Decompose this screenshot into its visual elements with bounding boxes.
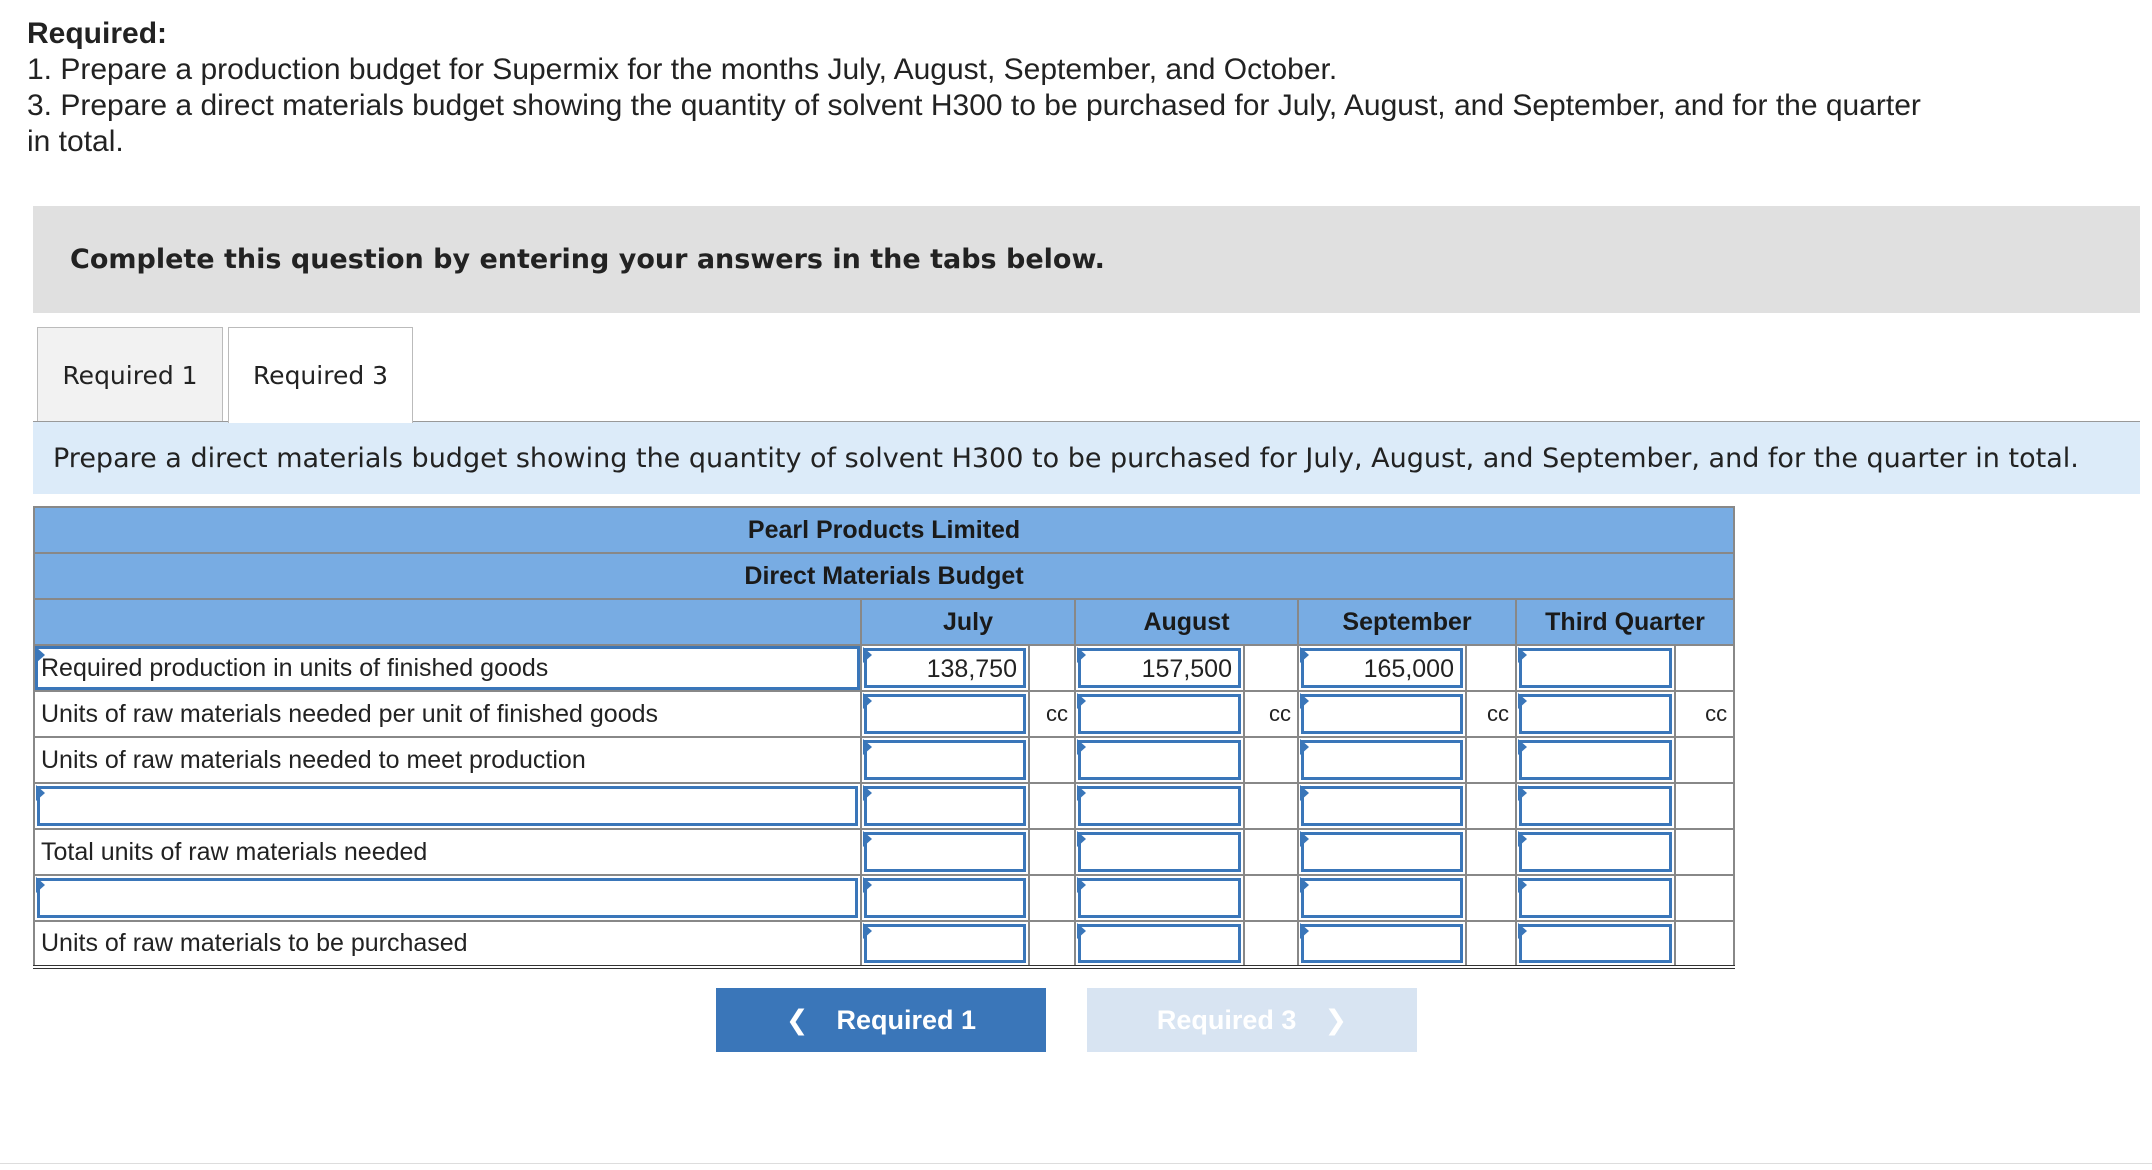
row-label-text: Required production in units of finished goods bbox=[41, 653, 549, 682]
tab-required-3[interactable] bbox=[228, 327, 413, 423]
value-input[interactable] bbox=[1078, 832, 1241, 872]
value-input[interactable] bbox=[1078, 694, 1241, 734]
unit-label bbox=[1029, 645, 1075, 691]
value-cell[interactable] bbox=[1516, 737, 1675, 783]
unit-label bbox=[1244, 875, 1298, 921]
value-input[interactable] bbox=[864, 786, 1026, 826]
unit-label bbox=[1675, 737, 1734, 783]
dropdown-marker-icon bbox=[1300, 831, 1309, 847]
dropdown-marker-icon bbox=[36, 785, 45, 801]
value-cell[interactable] bbox=[1516, 875, 1675, 921]
dropdown-marker-icon bbox=[1077, 693, 1086, 709]
dropdown-marker-icon bbox=[1518, 739, 1527, 755]
dropdown-marker-icon bbox=[1077, 739, 1086, 755]
value-cell[interactable] bbox=[861, 875, 1029, 921]
value-input[interactable] bbox=[1301, 694, 1463, 734]
value-cell[interactable] bbox=[1075, 921, 1244, 967]
table-row bbox=[34, 829, 1734, 875]
value-input[interactable] bbox=[1519, 832, 1672, 872]
value-input[interactable] bbox=[1519, 924, 1672, 963]
label-input-box[interactable] bbox=[37, 878, 858, 918]
unit-label bbox=[1466, 875, 1516, 921]
value-cell[interactable] bbox=[1075, 691, 1244, 737]
unit-label bbox=[1675, 875, 1734, 921]
dropdown-marker-icon bbox=[1300, 877, 1309, 893]
value-input[interactable] bbox=[1301, 832, 1463, 872]
dropdown-marker-icon bbox=[863, 923, 872, 939]
table-row bbox=[34, 921, 1734, 967]
unit-label bbox=[1244, 829, 1298, 875]
unit-label bbox=[1466, 921, 1516, 967]
value-input[interactable] bbox=[864, 694, 1026, 734]
row-label-input[interactable] bbox=[34, 875, 861, 921]
value-cell[interactable] bbox=[1075, 829, 1244, 875]
row-label-text: Units of raw materials needed per unit of finished goods bbox=[41, 699, 659, 728]
unit-label bbox=[1466, 829, 1516, 875]
column-header-september: September bbox=[1298, 599, 1516, 645]
dropdown-marker-icon bbox=[863, 739, 872, 755]
unit-label bbox=[1244, 737, 1298, 783]
footer-divider bbox=[0, 1163, 2152, 1164]
unit-label bbox=[1029, 921, 1075, 967]
table-row bbox=[34, 875, 1734, 921]
value-cell[interactable] bbox=[1298, 921, 1466, 967]
label-input-box[interactable] bbox=[37, 786, 858, 826]
dropdown-marker-icon bbox=[1518, 785, 1527, 801]
value-input[interactable] bbox=[1519, 648, 1672, 688]
value-cell[interactable] bbox=[1075, 875, 1244, 921]
unit-label bbox=[1244, 783, 1298, 829]
unit-label bbox=[1029, 829, 1075, 875]
value-cell[interactable] bbox=[1298, 783, 1466, 829]
row-label bbox=[34, 691, 861, 737]
table-row bbox=[34, 783, 1734, 829]
value-input[interactable] bbox=[1519, 740, 1672, 780]
dropdown-marker-icon bbox=[1518, 877, 1527, 893]
row-label bbox=[34, 921, 861, 967]
tab-required-1[interactable] bbox=[37, 327, 223, 422]
value-input[interactable]: 157,500 bbox=[1078, 648, 1241, 688]
value-input[interactable] bbox=[864, 924, 1026, 963]
chevron-right-icon: ❯ bbox=[1324, 1004, 1348, 1035]
value-input[interactable] bbox=[1519, 694, 1672, 734]
value-input[interactable] bbox=[864, 832, 1026, 872]
value-input[interactable] bbox=[1301, 740, 1463, 780]
row-label-text: Units of raw materials to be purchased bbox=[41, 929, 468, 957]
requirements bbox=[27, 16, 1927, 160]
dropdown-marker-icon bbox=[863, 647, 872, 663]
row-label bbox=[34, 645, 861, 691]
value-input[interactable] bbox=[1078, 924, 1241, 963]
tab-label: Required 3 bbox=[252, 361, 389, 390]
value-input[interactable]: 165,000 bbox=[1301, 648, 1463, 688]
value-cell[interactable] bbox=[861, 645, 1029, 691]
dropdown-marker-icon bbox=[1518, 693, 1527, 709]
dropdown-marker-icon bbox=[863, 877, 872, 893]
requirement-1: 1. Prepare a production budget for Supermix for the months July, August, September, and October. bbox=[27, 53, 1338, 86]
unit-label bbox=[1466, 645, 1516, 691]
value-input[interactable] bbox=[1519, 786, 1672, 826]
value-cell[interactable] bbox=[861, 737, 1029, 783]
unit-label bbox=[1675, 829, 1734, 875]
dropdown-marker-icon bbox=[1300, 739, 1309, 755]
dropdown-marker-icon bbox=[863, 831, 872, 847]
unit-label bbox=[1675, 783, 1734, 829]
value-cell[interactable] bbox=[1298, 829, 1466, 875]
value-cell[interactable] bbox=[1516, 691, 1675, 737]
value-input[interactable]: 138,750 bbox=[864, 648, 1026, 688]
value-cell[interactable] bbox=[1516, 645, 1675, 691]
dropdown-marker-icon bbox=[36, 647, 45, 663]
instruction-text: Prepare a direct materials budget showing the quantity of solvent H300 to be purchased for July, August, and September, and for the quarter in total. bbox=[53, 442, 2079, 474]
header-blank bbox=[34, 599, 861, 645]
dropdown-marker-icon bbox=[1300, 923, 1309, 939]
dropdown-marker-icon bbox=[1518, 831, 1527, 847]
column-header-third-quarter: Third Quarter bbox=[1516, 599, 1734, 645]
unit-label: cc bbox=[1466, 691, 1516, 737]
value-input[interactable] bbox=[1519, 878, 1672, 918]
prev-label: Required 1 bbox=[836, 1004, 977, 1035]
value-cell[interactable] bbox=[1075, 783, 1244, 829]
unit-label bbox=[1244, 921, 1298, 967]
value-input[interactable] bbox=[1301, 878, 1463, 918]
unit-label: cc bbox=[1029, 691, 1075, 737]
unit-label bbox=[1029, 783, 1075, 829]
value-cell[interactable] bbox=[861, 829, 1029, 875]
dropdown-marker-icon bbox=[1077, 785, 1086, 801]
company-name: Pearl Products Limited bbox=[34, 507, 1734, 553]
row-label-text: Units of raw materials needed to meet production bbox=[41, 745, 586, 774]
value-cell[interactable] bbox=[1298, 691, 1466, 737]
banner-text: Complete this question by entering your answers in the tabs below. bbox=[70, 244, 1105, 275]
value-cell[interactable] bbox=[1516, 783, 1675, 829]
unit-label bbox=[1675, 921, 1734, 967]
value-cell[interactable] bbox=[1298, 645, 1466, 691]
value-input[interactable] bbox=[1078, 878, 1241, 918]
row-label-input[interactable] bbox=[34, 783, 861, 829]
dropdown-marker-icon bbox=[1518, 647, 1527, 663]
unit-label bbox=[1244, 645, 1298, 691]
instruction-banner bbox=[33, 206, 2140, 313]
value-input[interactable] bbox=[1301, 786, 1463, 826]
value-cell[interactable] bbox=[861, 921, 1029, 967]
dropdown-marker-icon bbox=[863, 785, 872, 801]
dropdown-marker-icon bbox=[1518, 923, 1527, 939]
value-input[interactable] bbox=[1301, 924, 1463, 963]
value-cell[interactable] bbox=[1298, 737, 1466, 783]
unit-label bbox=[1675, 645, 1734, 691]
unit-label: cc bbox=[1675, 691, 1734, 737]
dropdown-marker-icon bbox=[1300, 693, 1309, 709]
dropdown-marker-icon bbox=[36, 877, 45, 893]
value-cell[interactable] bbox=[1298, 875, 1466, 921]
next-required-3-button bbox=[1087, 988, 1417, 1052]
dropdown-marker-icon bbox=[1077, 877, 1086, 893]
dropdown-marker-icon bbox=[1077, 647, 1086, 663]
unit-label bbox=[1466, 783, 1516, 829]
dropdown-marker-icon bbox=[1300, 647, 1309, 663]
value-cell[interactable] bbox=[861, 783, 1029, 829]
chevron-left-icon: ❮ bbox=[785, 1004, 809, 1035]
unit-label bbox=[1029, 875, 1075, 921]
value-cell[interactable] bbox=[1075, 645, 1244, 691]
tab-label: Required 1 bbox=[62, 360, 198, 390]
value-input[interactable] bbox=[864, 740, 1026, 780]
value-input[interactable] bbox=[1078, 740, 1241, 780]
row-label-text: Total units of raw materials needed bbox=[41, 837, 428, 866]
value-input[interactable] bbox=[864, 878, 1026, 918]
question-instruction bbox=[33, 422, 2140, 494]
column-header-july: July bbox=[861, 599, 1075, 645]
row-label bbox=[34, 829, 861, 875]
budget-title: Direct Materials Budget bbox=[34, 553, 1734, 599]
row-label bbox=[34, 737, 861, 783]
dropdown-marker-icon bbox=[1077, 831, 1086, 847]
value-cell[interactable] bbox=[1075, 737, 1244, 783]
value-input[interactable] bbox=[1078, 786, 1241, 826]
table-row bbox=[34, 691, 1734, 737]
column-header-august: August bbox=[1075, 599, 1298, 645]
dropdown-marker-icon bbox=[863, 693, 872, 709]
table-row bbox=[34, 645, 1734, 691]
value-cell[interactable] bbox=[1516, 921, 1675, 967]
dropdown-marker-icon bbox=[1300, 785, 1309, 801]
prev-required-1-button[interactable] bbox=[716, 988, 1046, 1052]
requirements-heading: Required: bbox=[27, 17, 168, 50]
next-label: Required 3 bbox=[1156, 1004, 1297, 1035]
dropdown-marker-icon bbox=[1077, 923, 1086, 939]
table-row bbox=[34, 737, 1734, 783]
requirement-3: 3. Prepare a direct materials budget showing the quantity of solvent H300 to be purchased for July, August, and September, and for the quarter in total. bbox=[27, 89, 1921, 158]
direct-materials-budget-table bbox=[33, 506, 1735, 969]
unit-label: cc bbox=[1244, 691, 1298, 737]
unit-label bbox=[1029, 737, 1075, 783]
value-cell[interactable] bbox=[861, 691, 1029, 737]
value-cell[interactable] bbox=[1516, 829, 1675, 875]
unit-label bbox=[1466, 737, 1516, 783]
